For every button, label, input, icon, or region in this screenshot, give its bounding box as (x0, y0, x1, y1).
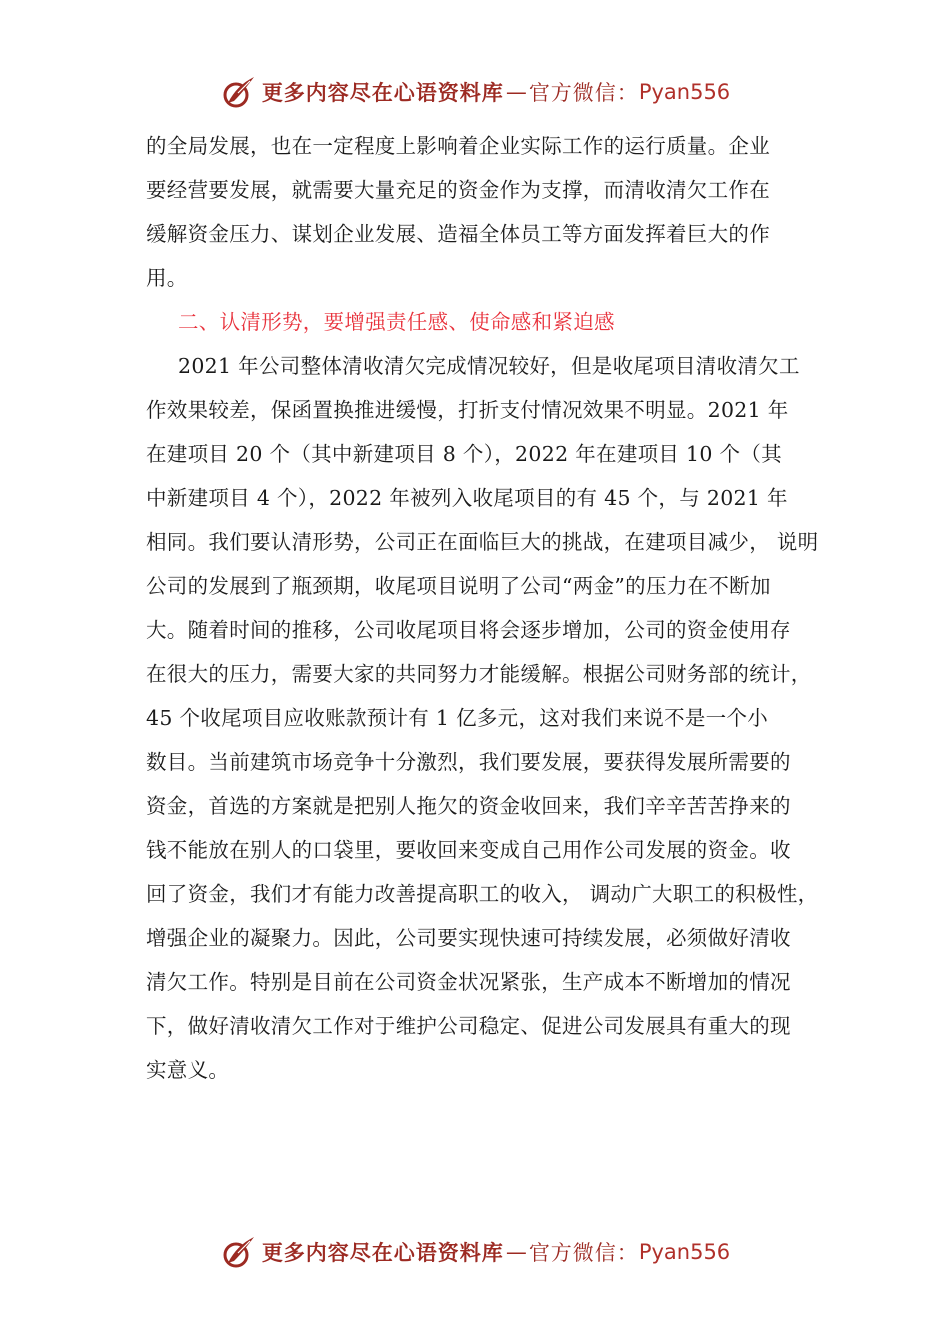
document-body (146, 124, 836, 1092)
quill-logo-icon (220, 1233, 258, 1271)
quill-logo-icon (220, 73, 258, 111)
paragraph-line: 公司的发展到了瓶颈期，收尾项目说明了公司“两金”的压力在不断加 (146, 574, 771, 598)
banner-wechat-id: Pyan556 (638, 80, 731, 104)
banner-title: 更多内容尽在心语资料库 (261, 80, 504, 105)
paragraph-line: 清欠工作。特别是目前在公司资金状况紧张，生产成本不断增加的情况 (146, 970, 791, 994)
banner-wechat-label: 官方微信： (528, 81, 639, 105)
paragraph-line: 45 个收尾项目应收账款预计有 1 亿多元，这对我们来说不是一个小 (146, 706, 769, 730)
paragraph-line: 作效果较差，保函置换推进缓慢，打折支付情况效果不明显。2021 年 (146, 398, 789, 422)
paragraph-line: 增强企业的凝聚力。因此，公司要实现快速可持续发展，必须做好清收 (146, 926, 791, 950)
paragraph-line: 缓解资金压力、谋划企业发展、造福全体员工等方面发挥着巨大的作 (146, 222, 770, 246)
paragraph-line: 下，做好清收清欠工作对于维护公司稳定、促进公司发展具有重大的现 (146, 1014, 791, 1038)
paragraph-line: 大。随着时间的推移，公司收尾项目将会逐步增加，公司的资金使用存 (146, 618, 791, 642)
paragraph-line: 钱不能放在别人的口袋里，要收回来变成自己用作公司发展的资金。收 (146, 838, 791, 862)
banner-dash: — (505, 1240, 527, 1264)
paragraph-line: 要经营要发展，就需要大量充足的资金作为支撑，而清收清欠工作在 (146, 178, 770, 202)
paragraph-line: 中新建项目 4 个），2022 年被列入收尾项目的有 45 个，与 2021 年 (146, 486, 788, 510)
paragraph-line: 实意义。 (146, 1058, 230, 1082)
paragraph-line: 相同。我们要认清形势，公司正在面临巨大的挑战，在建项目减少， 说明 (146, 530, 819, 554)
section-heading: 二、认清形势，要增强责任感、使命感和紧迫感 (178, 310, 615, 334)
banner-wechat-label: 官方微信： (528, 1241, 639, 1265)
header-banner (0, 70, 950, 114)
paragraph-line: 数目。当前建筑市场竞争十分激烈，我们要发展，要获得发展所需要的 (146, 750, 791, 774)
banner-dash: — (505, 80, 527, 104)
banner-wechat-id: Pyan556 (638, 1240, 731, 1264)
banner-title: 更多内容尽在心语资料库 (261, 1240, 504, 1265)
paragraph-line: 用。 (146, 266, 188, 290)
footer-banner (0, 1230, 950, 1274)
paragraph-line: 在很大的压力，需要大家的共同努力才能缓解。根据公司财务部的统计， (146, 662, 812, 686)
paragraph-line: 的全局发展，也在一定程度上影响着企业实际工作的运行质量。企业 (146, 134, 770, 158)
paragraph-line: 在建项目 20 个（其中新建项目 8 个），2022 年在建项目 10 个（其 (146, 442, 782, 466)
paragraph-line: 2021 年公司整体清收清欠完成情况较好，但是收尾项目清收清欠工 (178, 354, 800, 378)
paragraph-line: 资金，首选的方案就是把别人拖欠的资金收回来，我们辛辛苦苦挣来的 (146, 794, 791, 818)
paragraph-line: 回了资金，我们才有能力改善提高职工的收入， 调动广大职工的积极性， (146, 882, 819, 906)
